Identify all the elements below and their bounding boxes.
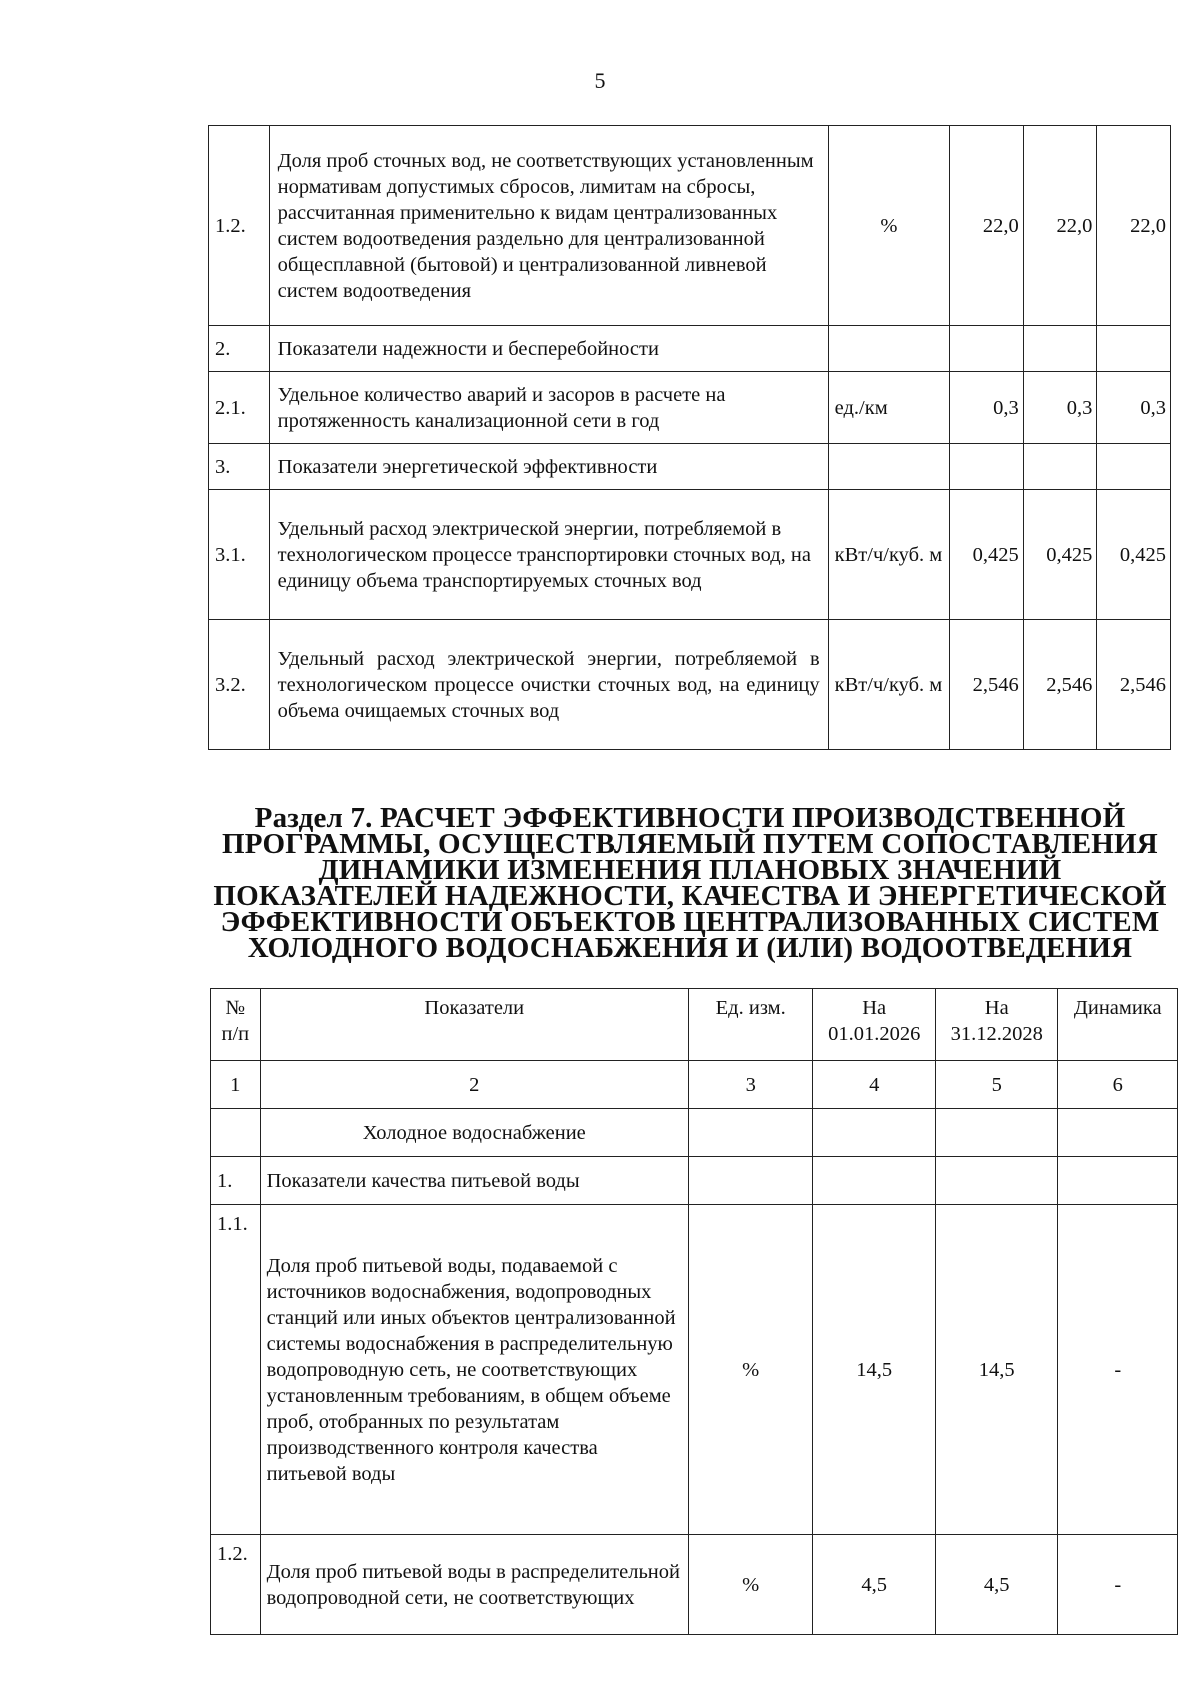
- table-row: [211, 1535, 1178, 1635]
- table-row: [209, 372, 1171, 444]
- table-row: [209, 326, 1171, 372]
- value-cell: 2,546: [950, 620, 1024, 750]
- value-cell: [813, 1157, 936, 1205]
- indicator-text: Доля проб питьевой воды, подаваемой с источников водоснабжения, водопроводных станций или иных объектов централизованной системы водоснабжения в распределительную водопроводную сеть, не соответствующих установленным требованиям, в общем объеме проб, отобранных по результатам производственного контроля качества питьевой воды: [260, 1205, 688, 1535]
- unit-cell: [688, 1109, 813, 1157]
- row-number: 3.: [209, 444, 270, 490]
- value-cell: 0,425: [1097, 490, 1171, 620]
- value-cell: 4,5: [813, 1535, 936, 1635]
- heading-line: ПРОГРАММЫ, ОСУЩЕСТВЛЯЕМЫЙ ПУТЕМ СОПОСТАВЛЕНИЯ: [222, 828, 1158, 860]
- heading-line: ЭФФЕКТИВНОСТИ ОБЪЕКТОВ ЦЕНТРАЛИЗОВАННЫХ СИСТЕМ: [220, 906, 1160, 938]
- page-number: 5: [594, 68, 606, 93]
- value-cell: 22,0: [1023, 126, 1097, 326]
- value-cell: 0,3: [1023, 372, 1097, 444]
- top-indicators-table: [208, 125, 1171, 750]
- column-number: 1: [211, 1061, 261, 1109]
- value-cell: 4,5: [935, 1535, 1058, 1635]
- indicator-text: Удельное количество аварий и засоров в расчете на протяженность канализационной сети в год: [269, 372, 828, 444]
- value-cell: [1097, 444, 1171, 490]
- column-number: 2: [260, 1061, 688, 1109]
- value-cell: [1023, 444, 1097, 490]
- indicator-text: Показатели качества питьевой воды: [260, 1157, 688, 1205]
- row-number: [211, 1109, 261, 1157]
- value-cell: 2,546: [1023, 620, 1097, 750]
- unit-cell: кВт/ч/куб. м: [828, 620, 950, 750]
- indicator-text: Показатели надежности и бесперебойности: [269, 326, 828, 372]
- value-cell: [935, 1109, 1058, 1157]
- row-number: 2.1.: [209, 372, 270, 444]
- value-cell: 2,546: [1097, 620, 1171, 750]
- dynamics-cell: [1058, 1109, 1178, 1157]
- header-dynamics: Динамика: [1058, 989, 1178, 1061]
- value-cell: [813, 1109, 936, 1157]
- header-row: [211, 989, 1178, 1061]
- row-number: 1.2.: [209, 126, 270, 326]
- header-date-end: На 31.12.2028: [935, 989, 1058, 1061]
- header-unit: Ед. изм.: [688, 989, 813, 1061]
- value-cell: 22,0: [950, 126, 1024, 326]
- row-number: 3.1.: [209, 490, 270, 620]
- value-cell: 0,425: [950, 490, 1024, 620]
- column-number-row: [211, 1061, 1178, 1109]
- row-number: 2.: [209, 326, 270, 372]
- value-cell: 14,5: [813, 1205, 936, 1535]
- indicator-text: Холодное водоснабжение: [260, 1109, 688, 1157]
- column-number: 4: [813, 1061, 936, 1109]
- value-cell: 0,3: [950, 372, 1024, 444]
- unit-cell: кВт/ч/куб. м: [828, 490, 950, 620]
- unit-cell: %: [828, 126, 950, 326]
- value-cell: [935, 1157, 1058, 1205]
- indicator-text: Доля проб питьевой воды в распределительной водопроводной сети, не соответствующих: [260, 1535, 688, 1635]
- column-number: 5: [935, 1061, 1058, 1109]
- dynamics-cell: -: [1058, 1535, 1178, 1635]
- unit-cell: [688, 1157, 813, 1205]
- row-number: 1.1.: [211, 1205, 261, 1535]
- header-indicator: Показатели: [260, 989, 688, 1061]
- table-row: [211, 1109, 1178, 1157]
- table-row: [209, 444, 1171, 490]
- indicator-text: Удельный расход электрической энергии, потребляемой в технологическом процессе очистки сточных вод, на единицу объема очищаемых сточных вод: [269, 620, 828, 750]
- dynamics-cell: [1058, 1157, 1178, 1205]
- indicator-text: Показатели энергетической эффективности: [269, 444, 828, 490]
- column-number: 6: [1058, 1061, 1178, 1109]
- unit-cell: [828, 444, 950, 490]
- table-row: [209, 126, 1171, 326]
- section-heading: [200, 802, 1180, 964]
- indicator-text: Доля проб сточных вод, не соответствующих установленным нормативам допустимых сбросов, лимитам на сбросы, рассчитанная применительно к видам централизованных систем водоотведения раздельно для централизованной общесплавной (бытовой) и централизованной ливневой систем водоотведения: [269, 126, 828, 326]
- heading-line: ХОЛОДНОГО ВОДОСНАБЖЕНИЯ И (ИЛИ) ВОДООТВЕДЕНИЯ: [247, 932, 1133, 964]
- row-number: 1.2.: [211, 1535, 261, 1635]
- heading-line: Раздел 7. РАСЧЕТ ЭФФЕКТИВНОСТИ ПРОИЗВОДСТВЕННОЙ: [254, 802, 1126, 834]
- value-cell: [1097, 326, 1171, 372]
- unit-cell: ед./км: [828, 372, 950, 444]
- unit-cell: [828, 326, 950, 372]
- column-number: 3: [688, 1061, 813, 1109]
- table-row: [211, 1157, 1178, 1205]
- value-cell: 22,0: [1097, 126, 1171, 326]
- unit-cell: %: [688, 1205, 813, 1535]
- table-row: [209, 620, 1171, 750]
- value-cell: [1023, 326, 1097, 372]
- value-cell: 0,3: [1097, 372, 1171, 444]
- dynamics-cell: -: [1058, 1205, 1178, 1535]
- efficiency-table: [210, 988, 1178, 1635]
- value-cell: 0,425: [1023, 490, 1097, 620]
- row-number: 1.: [211, 1157, 261, 1205]
- row-number: 3.2.: [209, 620, 270, 750]
- heading-line: ПОКАЗАТЕЛЕЙ НАДЕЖНОСТИ, КАЧЕСТВА И ЭНЕРГЕТИЧЕСКОЙ: [213, 880, 1167, 912]
- header-num: № п/п: [211, 989, 261, 1061]
- table-row: [209, 490, 1171, 620]
- heading-line: ДИНАМИКИ ИЗМЕНЕНИЯ ПЛАНОВЫХ ЗНАЧЕНИЙ: [318, 854, 1062, 886]
- value-cell: 14,5: [935, 1205, 1058, 1535]
- value-cell: [950, 444, 1024, 490]
- unit-cell: %: [688, 1535, 813, 1635]
- indicator-text: Удельный расход электрической энергии, потребляемой в технологическом процессе транспортировки сточных вод, на единицу объема транспортируемых сточных вод: [269, 490, 828, 620]
- header-date-start: На 01.01.2026: [813, 989, 936, 1061]
- table-row: [211, 1205, 1178, 1535]
- value-cell: [950, 326, 1024, 372]
